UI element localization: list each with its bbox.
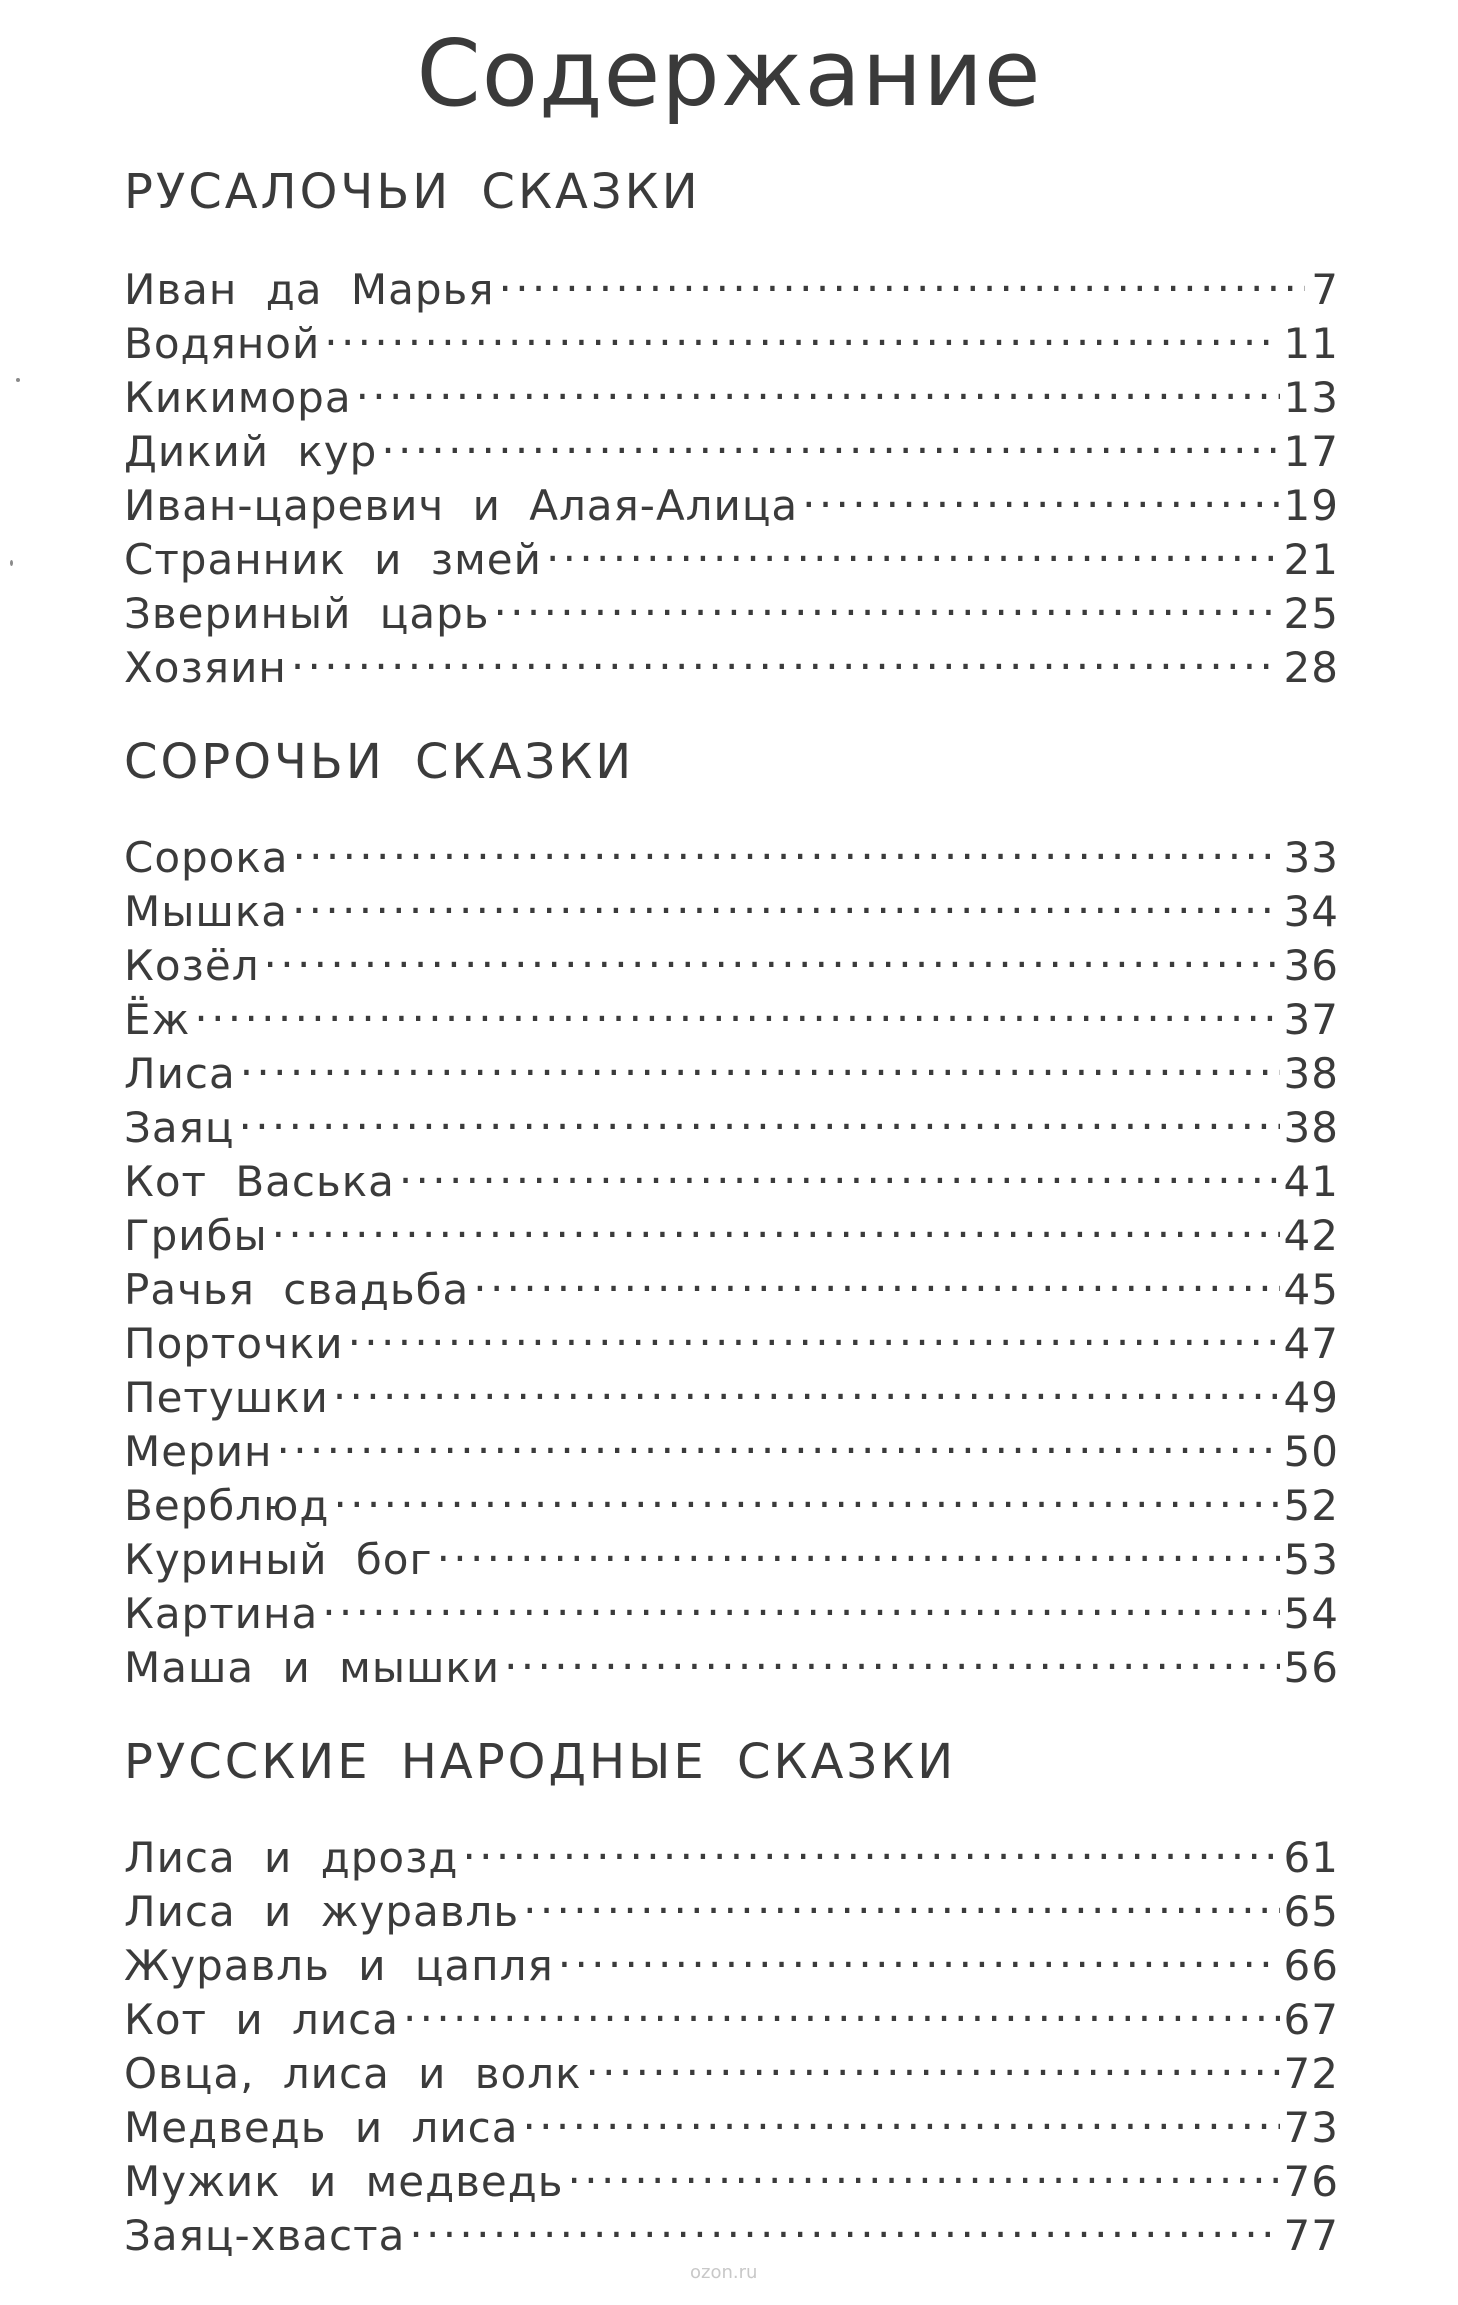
dot-leader (333, 1466, 1279, 1520)
section-heading-rusalochi: РУСАЛОЧЬИ СКАЗКИ (124, 164, 701, 220)
entry-title: Картина (124, 1589, 319, 1638)
entry-title: Грибы (124, 1211, 268, 1260)
entry-title: Маша и мышки (124, 1643, 501, 1692)
entry-page-number: 66 (1283, 1941, 1339, 1990)
section-entries-sorochi (124, 818, 1339, 1692)
entry-page-number: 72 (1283, 2049, 1339, 2098)
dot-leader (194, 980, 1279, 1034)
entry-page-number: 38 (1283, 1049, 1339, 1098)
dot-leader (292, 818, 1279, 872)
entry-page-number: 33 (1283, 833, 1339, 882)
entry-title: Рачья свадьба (124, 1265, 470, 1314)
entry-title: Иван да Марья (124, 265, 495, 314)
toc-entry[interactable] (124, 872, 1339, 936)
entry-title: Лиса (124, 1049, 236, 1098)
dot-leader (558, 1926, 1280, 1980)
dot-leader (585, 2034, 1279, 2088)
entry-title: Петушки (124, 1373, 329, 1422)
dot-leader (522, 2088, 1279, 2142)
toc-entry[interactable] (124, 926, 1339, 990)
entry-title: Верблюд (124, 1481, 330, 1530)
entry-page-number: 67 (1283, 1995, 1339, 2044)
dot-leader (462, 1818, 1279, 1872)
toc-entry[interactable] (124, 1250, 1339, 1314)
dot-leader (437, 1520, 1280, 1574)
entry-page-number: 76 (1283, 2157, 1339, 2206)
entry-page-number: 37 (1283, 995, 1339, 1044)
entry-page-number: 25 (1283, 589, 1339, 638)
entry-title: Ёж (124, 995, 191, 1044)
dot-leader (568, 2142, 1280, 2196)
dot-leader (409, 2196, 1279, 2250)
section-heading-russkie-narodnye: РУССКИЕ НАРОДНЫЕ СКАЗКИ (124, 1734, 957, 1790)
entry-title: Мужик и медведь (124, 2157, 564, 2206)
entry-page-number: 11 (1283, 319, 1339, 368)
dot-leader (356, 358, 1280, 412)
dot-leader (403, 1980, 1280, 2034)
entry-title: Иван-царевич и Алая-Алица (124, 481, 799, 530)
entry-page-number: 54 (1283, 1589, 1339, 1638)
page-title: Содержание (416, 20, 1042, 127)
entry-page-number: 45 (1283, 1265, 1339, 1314)
toc-entry[interactable] (124, 1196, 1339, 1260)
dot-leader (333, 1358, 1280, 1412)
entry-title: Мерин (124, 1427, 273, 1476)
toc-entry[interactable] (124, 1412, 1339, 1476)
section-entries-russkie-narodnye (124, 1818, 1339, 2260)
dot-leader (546, 520, 1280, 574)
entry-title: Заяц (124, 1103, 235, 1152)
entry-page-number: 17 (1283, 427, 1339, 476)
dot-leader (240, 1034, 1280, 1088)
toc-entry[interactable] (124, 980, 1339, 1044)
entry-page-number: 42 (1283, 1211, 1339, 1260)
entry-page-number: 52 (1283, 1481, 1339, 1530)
dot-leader (292, 872, 1280, 926)
dot-leader (504, 1628, 1279, 1682)
entry-title: Кикимора (124, 373, 352, 422)
entry-title: Водяной (124, 319, 321, 368)
entry-page-number: 65 (1283, 1887, 1339, 1936)
entry-page-number: 50 (1283, 1427, 1339, 1476)
paper-speck (16, 378, 20, 382)
toc-entry[interactable] (124, 628, 1339, 692)
entry-title: Хозяин (124, 643, 287, 692)
entry-title: Сорока (124, 833, 289, 882)
watermark: ozon.ru (690, 2262, 758, 2283)
entry-title: Заяц-хваста (124, 2211, 406, 2260)
entry-title: Дикий кур (124, 427, 378, 476)
entry-title: Кот и лиса (124, 1995, 399, 2044)
entry-page-number: 21 (1283, 535, 1339, 584)
dot-leader (493, 574, 1279, 628)
dot-leader (239, 1088, 1280, 1142)
entry-title: Мышка (124, 887, 288, 936)
dot-leader (499, 250, 1306, 304)
entry-page-number: 19 (1283, 481, 1339, 530)
entry-page-number: 56 (1283, 1643, 1339, 1692)
entry-title: Кот Васька (124, 1157, 395, 1206)
dot-leader (277, 1412, 1280, 1466)
entry-page-number: 53 (1283, 1535, 1339, 1584)
dot-leader (348, 1304, 1280, 1358)
dot-leader (399, 1142, 1280, 1196)
dot-leader (523, 1872, 1279, 1926)
entry-page-number: 61 (1283, 1833, 1339, 1882)
dot-leader (324, 304, 1279, 358)
dot-leader (802, 466, 1279, 520)
entry-title: Журавль и цапля (124, 1941, 554, 1990)
dot-leader (291, 628, 1280, 682)
paper-speck (10, 560, 13, 566)
entry-page-number: 47 (1283, 1319, 1339, 1368)
toc-entry[interactable] (124, 250, 1339, 314)
entry-page-number: 36 (1283, 941, 1339, 990)
entry-page-number: 41 (1283, 1157, 1339, 1206)
entry-title: Странник и змей (124, 535, 542, 584)
section-entries-rusalochi (124, 250, 1339, 692)
entry-title: Лиса и журавль (124, 1887, 520, 1936)
dot-leader (272, 1196, 1280, 1250)
entry-page-number: 13 (1283, 373, 1339, 422)
toc-entry[interactable] (124, 1142, 1339, 1206)
toc-entry[interactable] (124, 1466, 1339, 1530)
entry-page-number: 34 (1283, 887, 1339, 936)
entry-page-number: 49 (1283, 1373, 1339, 1422)
entry-page-number: 28 (1283, 643, 1339, 692)
section-heading-sorochi: СОРОЧЬИ СКАЗКИ (124, 734, 635, 790)
entry-title: Звериный царь (124, 589, 490, 638)
dot-leader (322, 1574, 1279, 1628)
toc-entry[interactable] (124, 1034, 1339, 1098)
entry-title: Куриный бог (124, 1535, 433, 1584)
toc-entry[interactable] (124, 1818, 1339, 1882)
entry-title: Козёл (124, 941, 260, 990)
entry-title: Порточки (124, 1319, 344, 1368)
entry-page-number: 38 (1283, 1103, 1339, 1152)
entry-page-number: 7 (1311, 265, 1339, 314)
dot-leader (264, 926, 1280, 980)
entry-title: Лиса и дрозд (124, 1833, 459, 1882)
dot-leader (381, 412, 1279, 466)
dot-leader (473, 1250, 1279, 1304)
entry-page-number: 73 (1283, 2103, 1339, 2152)
entry-title: Медведь и лиса (124, 2103, 519, 2152)
entry-page-number: 77 (1283, 2211, 1339, 2260)
entry-title: Овца, лиса и волк (124, 2049, 582, 2098)
toc-entry[interactable] (124, 818, 1339, 882)
toc-entry[interactable] (124, 1088, 1339, 1152)
